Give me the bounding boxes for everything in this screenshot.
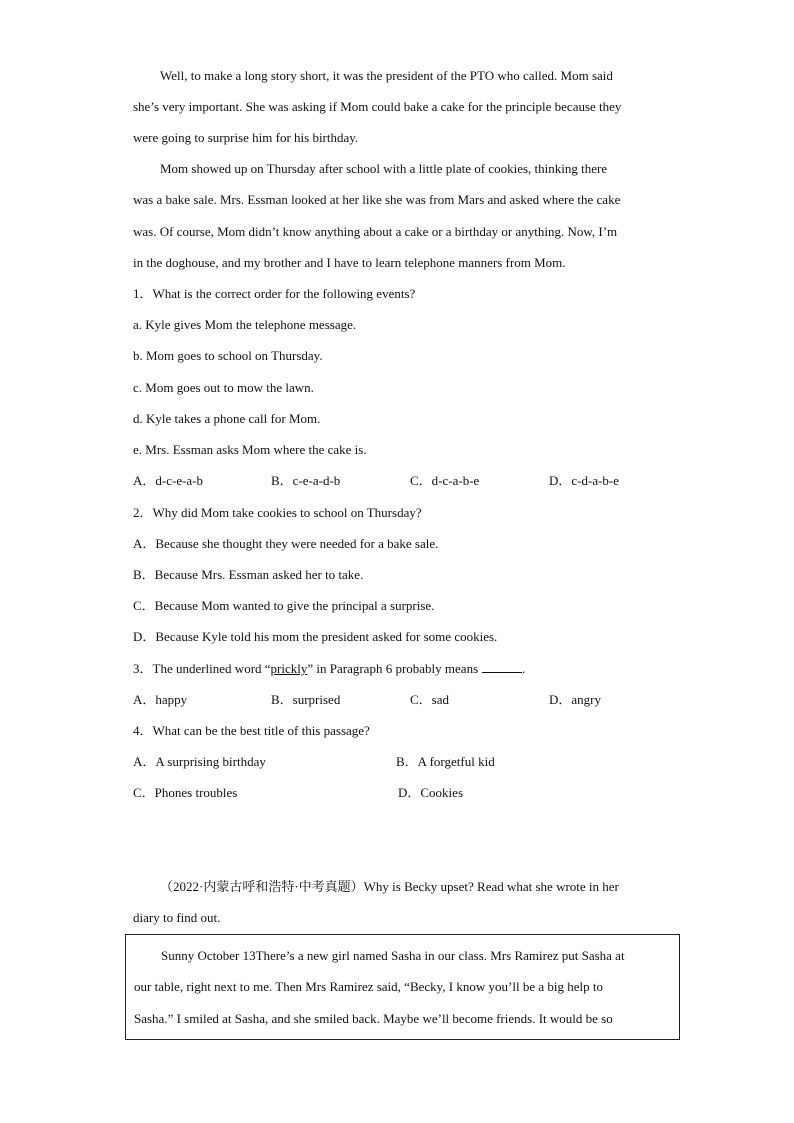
question-2-stem: 2．Why did Mom take cookies to school on Thursday?: [133, 505, 422, 520]
intro-line: diary to find out.: [133, 910, 221, 925]
q2-option-b: B．Because Mrs. Essman asked her to take.: [133, 567, 364, 582]
intro-line: （2022·内蒙古呼和浩特·中考真题）Why is Becky upset? Read what she wrote in her: [160, 879, 619, 894]
q4-option-c: C．Phones troubles: [133, 785, 238, 800]
q3-option-c: C．sad: [410, 692, 450, 707]
diary-line: Sasha.” I smiled at Sasha, and she smiled back. Maybe we’ll become friends. It would be so: [134, 1011, 613, 1026]
answer-blank: [482, 661, 522, 673]
passage-line: was a bake sale. Mrs. Essman looked at her like she was from Mars and asked where the cake: [133, 192, 621, 207]
q3-option-a: A．happy: [133, 692, 188, 707]
diary-box: [125, 934, 680, 1040]
q4-option-d: D．Cookies: [398, 785, 464, 800]
q1-event: b. Mom goes to school on Thursday.: [133, 348, 323, 363]
q3-stem-before: 3．The underlined word “: [133, 661, 271, 676]
q1-event: c. Mom goes out to mow the lawn.: [133, 380, 314, 395]
q3-stem-after: ” in Paragraph 6 probably means: [307, 661, 479, 676]
passage-line: Well, to make a long story short, it was the president of the PTO who called. Mom said: [160, 68, 613, 83]
q3-option-b: B．surprised: [271, 692, 341, 707]
diary-line: Sunny October 13There’s a new girl named Sasha in our class. Mrs Ramirez put Sasha at: [161, 948, 625, 963]
question-3-stem: 3．The underlined word “prickly” in Paragraph 6 probably means .: [133, 661, 526, 676]
q4-option-a: A．A surprising birthday: [133, 754, 266, 769]
passage-line: were going to surprise him for his birthday.: [133, 130, 359, 145]
q4-option-b: B．A forgetful kid: [396, 754, 495, 769]
q2-option-c: C．Because Mom wanted to give the principal a surprise.: [133, 598, 435, 613]
q2-option-d: D．Because Kyle told his mom the president asked for some cookies.: [133, 629, 498, 644]
question-4-stem: 4．What can be the best title of this passage?: [133, 723, 370, 738]
q1-event: a. Kyle gives Mom the telephone message.: [133, 317, 357, 332]
q1-option-b: B．c-e-a-d-b: [271, 473, 341, 488]
passage-line: in the doghouse, and my brother and I have to learn telephone manners from Mom.: [133, 255, 566, 270]
passage-line: Mom showed up on Thursday after school with a little plate of cookies, thinking there: [160, 161, 608, 176]
passage-line: she’s very important. She was asking if Mom could bake a cake for the principle because they: [133, 99, 622, 114]
passage-line: was. Of course, Mom didn’t know anything about a cake or a birthday or anything. Now, I’m: [133, 224, 618, 239]
underlined-word: prickly: [270, 661, 308, 676]
q2-option-a: A．Because she thought they were needed for a bake sale.: [133, 536, 439, 551]
q1-option-d: D．c-d-a-b-e: [549, 473, 620, 488]
q1-event: d. Kyle takes a phone call for Mom.: [133, 411, 321, 426]
q3-option-d: D．angry: [549, 692, 601, 707]
q1-option-c: C．d-c-a-b-e: [410, 473, 480, 488]
diary-line: our table, right next to me. Then Mrs Ramirez said, “Becky, I know you’ll be a big help to: [134, 979, 603, 994]
q1-event: e. Mrs. Essman asks Mom where the cake is.: [133, 442, 367, 457]
question-1-stem: 1．What is the correct order for the following events?: [133, 286, 416, 301]
q1-option-a: A．d-c-e-a-b: [133, 473, 204, 488]
